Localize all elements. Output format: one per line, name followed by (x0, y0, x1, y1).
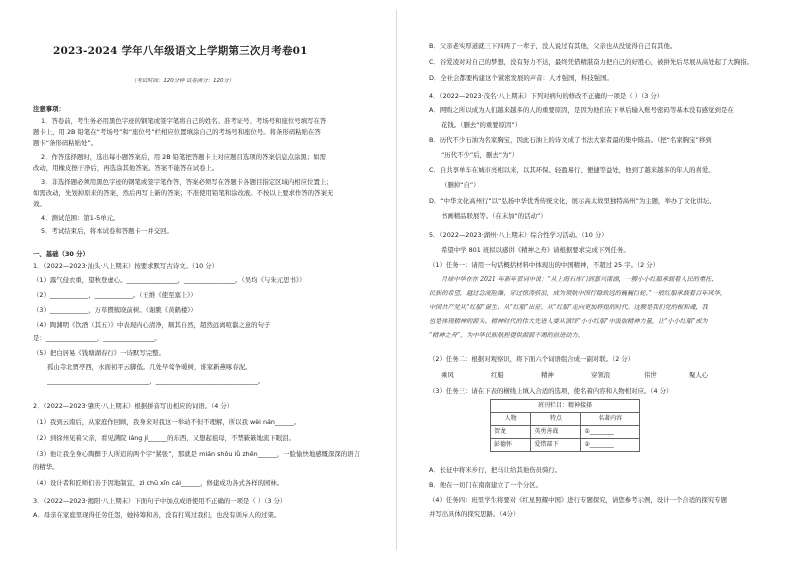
couplet-word: 穿领浪 (591, 371, 611, 379)
couplet-word: 精神 (541, 371, 554, 379)
question-1-item: ________________________________，________________________________。 (47, 377, 265, 385)
table-cell: 爱惜部下 (531, 439, 581, 452)
question-2-item: 的精华。 (33, 463, 59, 471)
quote-line: 民族的希望，越过急流险滩，穿过惊涛骇浪，成为领航中国行稳致远的巍巍巨轮。”一般红船承载着百年风华， (429, 290, 727, 297)
question-1-item: （2）____________，____________。（王维《使至塞上》） (33, 291, 197, 299)
question-4-option: A．网购之所以成为人们越来越多的人的重要原因，是因为他们在下单后输入账号密码等基本没有感觉到是在 (429, 106, 734, 114)
question-1-item: （5）把白居易《钱塘湖春行》一诗默写完整。 (33, 349, 165, 357)
quote-line: “精神之舟”，为中华民族航程提供源源不竭的前进动力。 (429, 332, 584, 339)
question-5-stem: 5．（2022—2023·湖州·八上期末）综合性学习活动。（10 分） (429, 231, 608, 239)
note-line: 效。 (33, 200, 46, 208)
table-row (491, 426, 640, 439)
question-2-item: （1）我到云南后，从家庭作回顾，我身来对我这一举动不但不理解，所以我 wèi nán______。 (33, 418, 301, 426)
question-4-option: C．自共享单车在城市亮相以来，以其环保、轻盈易行、便捷等益处，他到了越来越多的年人的喜爱。 (429, 166, 715, 174)
note-line: 5．考试结束后，将本试卷和答题卡一并交回。 (41, 227, 173, 235)
question-5-intro: 希望中学 801 班拟以感讲《精神之舟》请根据要求完成下列任务。 (441, 246, 630, 254)
table-header: 名著内容 (581, 413, 640, 426)
exam-title: 2023-2024 学年八年级语文上学期第三次月考卷01 (53, 45, 308, 57)
question-3-option: C．谷爱凌对对自己的梦想，没有努力不达，最终凭借精湛奋力把自己的好胜心，被拼先后尽展从高处起了大胸指。 (429, 58, 753, 66)
couplet-word: 伟世 (644, 371, 657, 379)
note-line: 4．测试范围：第1-5单元。 (41, 214, 120, 222)
question-3-option: D．全社会都要构建这个紧密发展的声音：人才强国，科技强国。 (429, 74, 613, 82)
question-4-option: B．历代不少石油为名家胸宝，因此石油上的诗文成了书法大家者最的集中陈品。（把“名家胸宝”移到 (429, 136, 712, 144)
name-table (490, 399, 640, 452)
question-1-item: （4）陶渊明《饮酒（其五）》中表现内心清净，顺其自然，超然远离喧嚣之意的句子 (33, 321, 271, 329)
note-line: 题卡上，用 2B 铅笔在“考场号”和“座位号”栏相应位置填涂自己的考场号和座位号。将条形码粘贴在答 (33, 128, 321, 136)
section-heading: 一、基础（30 分） (33, 250, 89, 258)
question-3-option: B．父亲老实厚道就三下四两了一辈子，没人说过有其他，父亲也从没觉得自己有其他。 (429, 42, 677, 50)
task-4: （4）任务四：班里学生将要对《红星照耀中国》进行专题探究，请您参考示例，设计一个合适的探究专题 (429, 496, 728, 504)
table-cell: 英勇善战 (531, 426, 581, 439)
question-1-stem: 1．（2022—2023·汕头·八上期末）按要求默写古诗文。（10 分） (33, 262, 219, 270)
table-header-row (491, 413, 640, 426)
question-2-stem: 2．（2022—2023·肇庆·八上期末）根据拼音写出相应的词语。（4 分） (33, 402, 234, 410)
question-4-option: D．“中华文化高州行”以“弘扬中华优秀传统文化，展示高太故里独特高州”为主题，举办了文化讲坛、 (429, 197, 716, 205)
question-4-option: 花钱。（删去“的重要原因”） (441, 121, 522, 129)
question-4-option: “历代不少”后，删去“为”） (441, 151, 519, 159)
question-2-item: （3）他让我全身心陶醉于人所追的两个字“紧张”，那就是 mián shǒu lǚ zhěn______，一脸愉快地感慨深深的语言 (33, 450, 360, 458)
task-1: （1）任务一：请用一句话概括材料中体现出的中国精神，不超过 25 字。（2 分） (429, 261, 660, 269)
note-line: 如需改动，先划掉原来的答案，然后再写上新的答案；不准使用铅笔和涂改液。不按以上要求作答的答案无 (33, 189, 334, 197)
question-4-stem: 4．（2022—2023·茂名·八上期末）下列对病句的修改不正确的一项是（ ）（3 分） (429, 92, 664, 100)
table-caption: 班刊栏目：精神接择 (491, 400, 640, 413)
question-2-item: （4）设计者和匠师们善于因地制宜，zì chū xīn cái______，修建成功各式各样的园林。 (33, 479, 284, 487)
table-header: 人物 (491, 413, 531, 426)
task-2: （2）任务二：根据对观察识，将下面六个词语组合成一副对联。（2 分） (429, 355, 635, 363)
task-3-option: B．他在一切门在南南建立了一个分区。 (429, 481, 543, 489)
quote-line: 中国共产党从“红船”诞生、从“红船”出征、从“红船”走向更加辉煌的时代。这艘是我们党的根和魂，我 (429, 304, 708, 311)
question-1-item: （1）露气侵衣重，望秋登虚心。________________，________________。（吴均《与朱元思书》） (33, 276, 306, 284)
couplet-word: 聚人心 (689, 371, 709, 379)
quote-line: 月球中华在在 2021 年新年贺词中说：“从上海石库门到嘉兴南湖，一艘小小红船承载着人民的重托、 (441, 276, 718, 283)
note-line: 题卡“条形码粘贴处”。 (33, 139, 98, 147)
question-2-item: （2）到徐州见着父亲，看见满院 láng jí______的东西，又想起祖母，不禁簌簌地流下眼泪。 (33, 434, 295, 442)
note-line: 3．非选择题必须用黑色字迹的钢笔或签字笔作答，答案必须写在答题卡各题目指定区域内相应位置上； (41, 178, 333, 186)
couplet-word: 红船 (491, 371, 504, 379)
table-cell-blank: ①________ (581, 426, 640, 439)
question-1-item: 是：________________，________________。 (33, 334, 161, 342)
table-cell: 贺龙 (491, 426, 531, 439)
question-3-option: A．母亲在家庭里现得任劳任怨，她持筹和善，没有打骂过我们，也没有训斥人的过架。 (33, 511, 281, 519)
right-column (397, 0, 794, 562)
question-3-stem: 3．（2022—2023·揭阳·八上期末）下面句子中加点成语使用不正确的一项是（ ）（3 分） (33, 497, 287, 505)
quote-line: 也是体现精神的源头。精神时代的伟大先进人要从演绎“小小红船”中汲取精神力量，让“小小红船”成为 (429, 318, 708, 325)
task-3-option: A．长征中将米步行，把马让给其他伤员骑行。 (429, 466, 562, 474)
task-3: （3）任务三：请在下表的横线上填入合适的选项，使名着内容和人物相对应。（4 分） (429, 387, 673, 395)
note-line: 2．作答选择题时，选出每小题答案后，用 2B 铅笔把答题卡上对应题目选项的答案信息点涂黑；如需 (41, 153, 326, 161)
exam-info: （考试时间：120分钟 试卷满分：120分） (131, 78, 235, 84)
table-header: 特点 (531, 413, 581, 426)
couplet-word: 乘风 (441, 371, 454, 379)
note-line: 1．答卷前，考生务必用黑色字迹的钢笔或签字笔将自己的姓名、准考证号、考场号和座位号填写在答 (41, 117, 327, 125)
question-1-item: 孤山寺北贾亭西，水面初平云脚低。几处早莺争暖树，谁家新燕啄春泥。 (47, 363, 252, 371)
note-line: 改动，用橡皮擦干净后，再选涂其他答案。答案不能答在试卷上。 (33, 164, 219, 172)
table-row (491, 439, 640, 452)
task-4: 并写出具体的探究思路。（4分） (429, 510, 520, 518)
table-cell-blank: ②________ (581, 439, 640, 452)
question-4-option: 书画精品联展等。（在末加“的活动”） (441, 212, 547, 220)
question-1-item: （3）____________，万草攒簇晓前树。（谢朓《黄鹤楼》） (33, 306, 197, 314)
question-4-option: （删掉“自”） (441, 181, 480, 189)
notes-heading: 注意事项： (33, 105, 65, 113)
table-cell: 彭德怀 (491, 439, 531, 452)
